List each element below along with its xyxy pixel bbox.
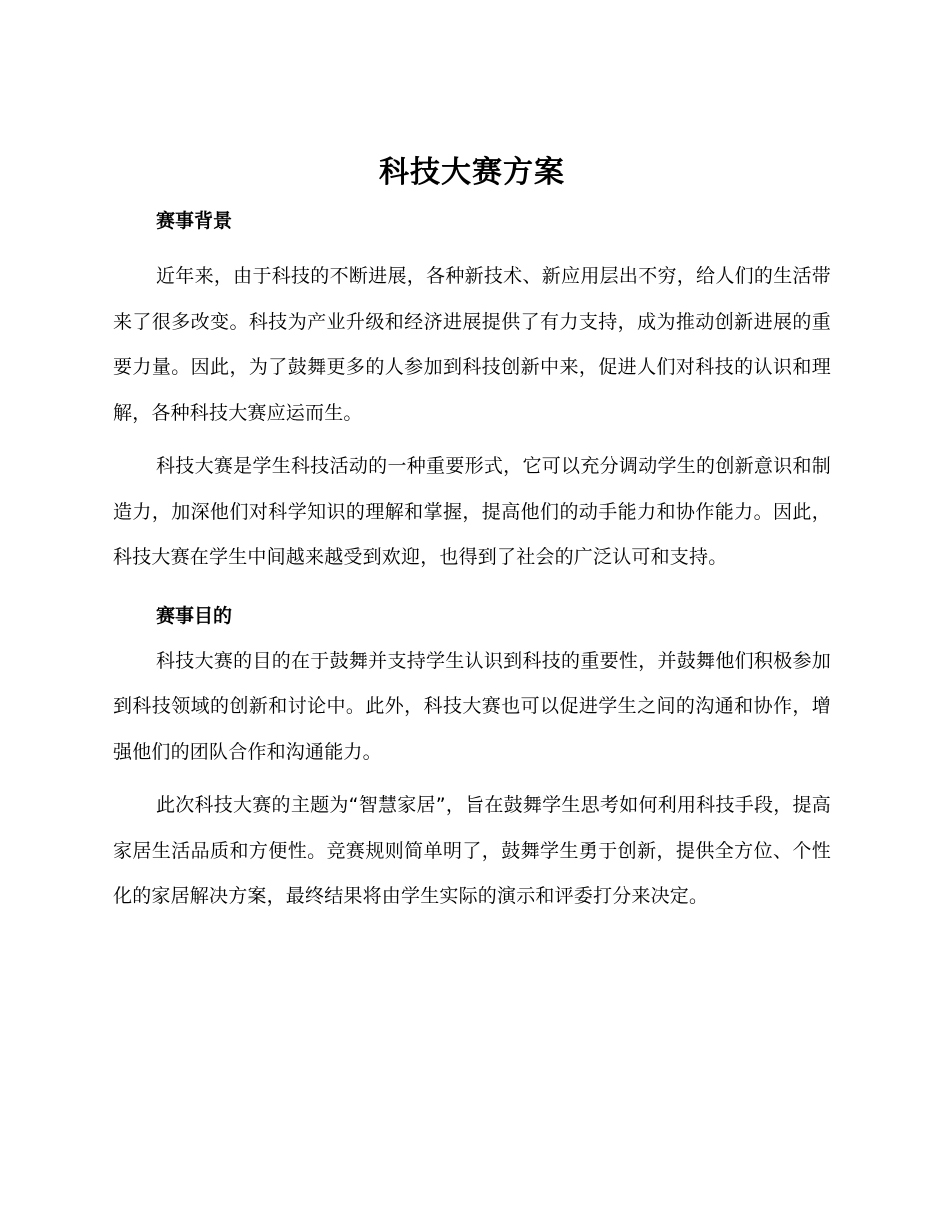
document-body [113, 148, 831, 920]
document-title: 科技大赛方案 [379, 155, 565, 190]
section-heading-background: 赛事背景 [156, 210, 233, 232]
paragraph-purpose-1: 科技大赛的目的在于鼓舞并支持学生认识到科技的重要性，并鼓舞他们积极参加到科技领域的创新和讨论中。此外，科技大赛也可以促进学生之间的沟通和协作，增强他们的团队合作和沟通能力。 [113, 649, 831, 763]
paragraph-background-2: 科技大赛是学生科技活动的一种重要形式，它可以充分调动学生的创新意识和制造力，加深他们对科学知识的理解和掌握，提高他们的动手能力和协作能力。因此，科技大赛在学生中间越来越受到欢迎，也得到了社会的广泛认可和支持。 [113, 455, 831, 568]
section-heading-purpose: 赛事目的 [156, 604, 233, 627]
paragraph-background-1: 近年来，由于科技的不断进展，各种新技术、新应用层出不穷，给人们的生活带来了很多改变。科技为产业升级和经济进展提供了有力支持，成为推动创新进展的重要力量。因此，为了鼓舞更多的人参加到科技创新中来，促进人们对科技的认识和理解，各种科技大赛应运而生。 [113, 265, 831, 424]
paragraph-purpose-2: 此次科技大赛的主题为“智慧家居”，旨在鼓舞学生思考如何利用科技手段，提高家居生活品质和方便性。竞赛规则简单明了，鼓舞学生勇于创新，提供全方位、个性化的家居解决方案，最终结果将由学生实际的演示和评委打分来决定。 [113, 794, 831, 907]
